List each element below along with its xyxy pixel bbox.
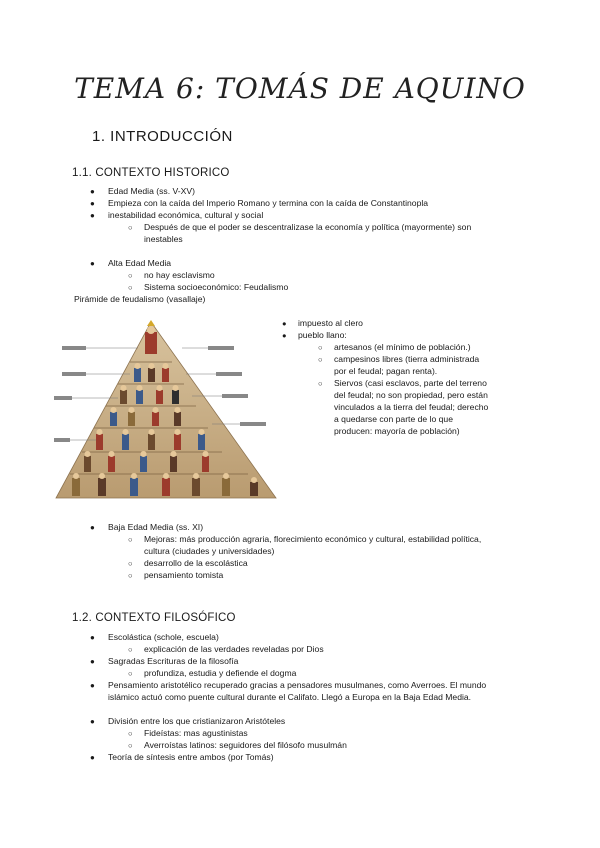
bullet-hollow-icon: ○ xyxy=(128,223,133,232)
bullet-hollow-icon: ○ xyxy=(128,559,133,568)
bullet-hollow-icon: ○ xyxy=(128,271,133,280)
pyramid-caption: Pirámide de feudalismo (vasallaje) xyxy=(74,294,206,304)
bullet-icon: ● xyxy=(90,259,95,268)
bullet-icon: ● xyxy=(90,717,95,726)
bullet-icon: ● xyxy=(90,211,95,220)
list-item-continuation: producen: mayoría de población) xyxy=(334,426,460,436)
list-item-continuation: cultura (ciudades y universidades) xyxy=(144,546,275,556)
feudal-pyramid-image xyxy=(52,308,280,504)
list-item-continuation: inestables xyxy=(144,234,183,244)
page-title: TEMA 6: TOMÁS DE AQUINO xyxy=(74,72,526,105)
bullet-icon: ● xyxy=(90,633,95,642)
bullet-hollow-icon: ○ xyxy=(318,355,323,364)
list-item-continuation: a quedarse con parte de lo que xyxy=(334,414,453,424)
bullet-icon: ● xyxy=(90,199,95,208)
bullet-icon: ● xyxy=(90,657,95,666)
bullet-icon: ● xyxy=(282,331,287,340)
bullet-hollow-icon: ○ xyxy=(128,741,133,750)
subsection-heading-filosofico: 1.2. CONTEXTO FILOSÓFICO xyxy=(72,612,236,624)
bullet-hollow-icon: ○ xyxy=(318,379,323,388)
subsection-heading-historico: 1.1. CONTEXTO HISTORICO xyxy=(72,167,230,179)
bullet-icon: ● xyxy=(90,523,95,532)
list-item-continuation: por el feudal; pagan renta). xyxy=(334,366,438,376)
list-item-continuation: del feudal; no son propiedad, pero están xyxy=(334,390,488,400)
bullet-icon: ● xyxy=(90,187,95,196)
bullet-hollow-icon: ○ xyxy=(128,535,133,544)
bullet-hollow-icon: ○ xyxy=(128,669,133,678)
bullet-icon: ● xyxy=(282,319,287,328)
list-item-continuation: vinculados a la tierra del feudal; derecho xyxy=(334,402,489,412)
bullet-hollow-icon: ○ xyxy=(128,283,133,292)
bullet-icon: ● xyxy=(90,753,95,762)
bullet-icon: ● xyxy=(90,681,95,690)
feudal-pyramid-illustration xyxy=(52,308,280,504)
bullet-hollow-icon: ○ xyxy=(128,729,133,738)
bullet-hollow-icon: ○ xyxy=(128,645,133,654)
section-heading-introduccion: 1. INTRODUCCIÓN xyxy=(92,128,233,145)
list-item-continuation: islámico actuó como puente cultural durante el Califato. Llegó a Europa en la Baja Edad Media. xyxy=(108,692,472,702)
bullet-hollow-icon: ○ xyxy=(318,343,323,352)
bullet-hollow-icon: ○ xyxy=(128,571,133,580)
